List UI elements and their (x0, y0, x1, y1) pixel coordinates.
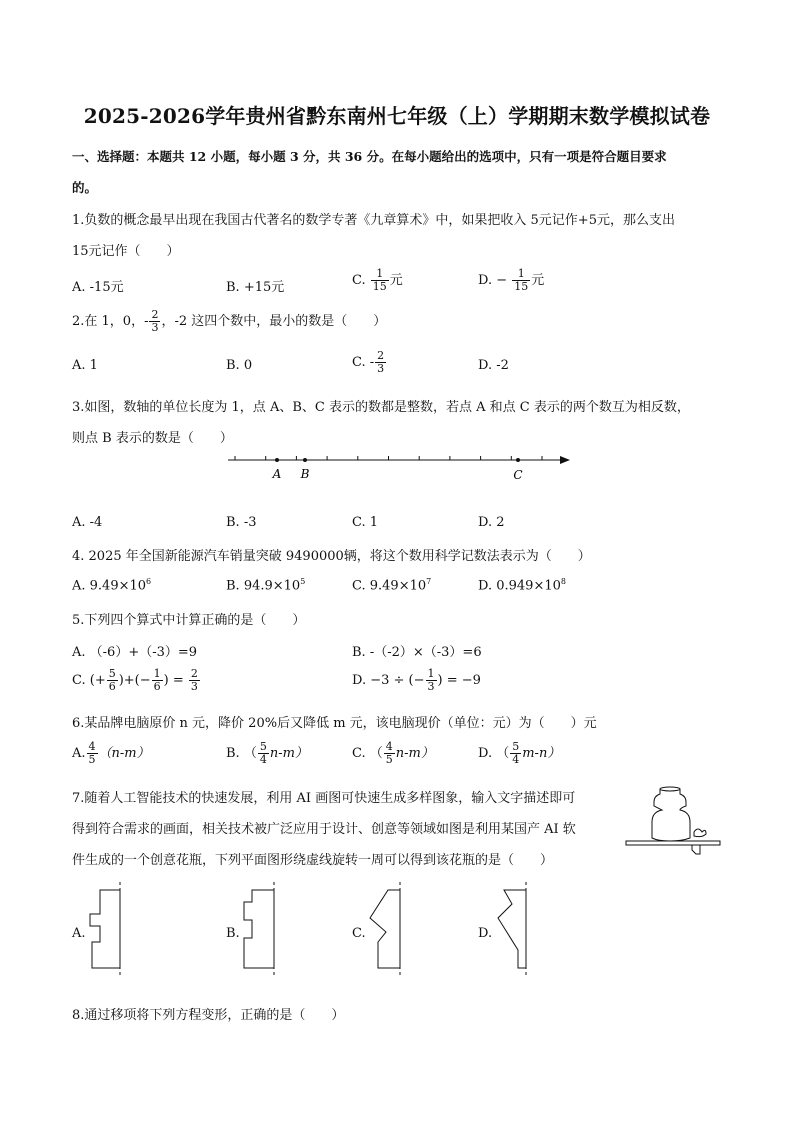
q1-option-d[interactable] (478, 268, 544, 293)
section-heading-cont: 的。 (72, 180, 98, 195)
numerator: 4 (88, 740, 96, 753)
question-8-text: 8.通过移项将下列方程变形，正确的是（ ） (72, 1008, 345, 1023)
denominator: 3 (151, 321, 159, 334)
question-1-text: 1.负数的概念最早出现在我国古代著名的数学专著《九章算术》中，如果把收入 5元记作+5元，那么支出 (72, 213, 675, 228)
q1-option-c-label: C. (352, 273, 366, 288)
question-7-text: 7.随着人工智能技术的快速发展，利用 AI 画图可快速生成多样图象，输入文字描述即可 (72, 791, 576, 806)
question-7-text-cont2: 件生成的一个创意花瓶，下列平面图形绕虚线旋转一周可以得到该花瓶的是（ ） (72, 853, 554, 868)
flower-decoration (694, 829, 706, 837)
fraction-3 (189, 668, 200, 693)
denominator: 15 (372, 280, 387, 293)
point-b-dot (303, 458, 307, 462)
fraction (87, 741, 98, 766)
q7-option-a-shape (84, 880, 128, 976)
q5-option-c-mid: )+(− (118, 673, 151, 688)
q7-option-a[interactable]: A. (72, 926, 86, 941)
denominator: 3 (377, 362, 385, 375)
numerator: 1 (427, 667, 435, 680)
question-4-text: 4. 2025 年全国新能源汽车销量突破 9490000辆，将这个数用科学记数法表示为（ ） (72, 549, 591, 564)
denominator: 4 (512, 753, 520, 766)
point-c-label: C (513, 468, 523, 482)
q3-option-d[interactable]: D. 2 (478, 515, 505, 530)
q3-option-b[interactable]: B. -3 (226, 515, 257, 530)
q2-option-c-fraction (375, 350, 386, 375)
q6-option-d[interactable] (478, 741, 560, 766)
q4-option-c[interactable] (352, 577, 431, 593)
unit: 元 (389, 273, 403, 288)
q4-option-d[interactable] (478, 577, 566, 593)
point-a-dot (275, 458, 279, 462)
q7-option-c-shape (364, 880, 408, 976)
unit: 元 (531, 273, 545, 288)
fraction (510, 741, 521, 766)
vase-top (660, 787, 680, 791)
numerator: 2 (151, 308, 159, 321)
page-title: 2025-2026学年贵州省黔东南州七年级（上）学期期末数学模拟试卷 (83, 104, 711, 128)
denominator: 3 (427, 680, 435, 693)
q3-option-c[interactable]: C. 1 (352, 515, 379, 530)
q5-option-b[interactable]: B. -（-2）×（-3）=6 (352, 645, 482, 660)
denominator: 6 (153, 680, 161, 693)
question-6-text: 6.某品牌电脑原价 n 元，降价 20%后又降低 m 元，该电脑现价（单位：元）为（ ）元 (72, 716, 597, 731)
q5-option-c-eq: ) = (163, 673, 184, 688)
question-2-text (72, 309, 386, 334)
q6-option-b-label: B. （ (226, 746, 257, 761)
q1-option-d-label: D. − (478, 273, 508, 288)
exponent: 8 (560, 577, 566, 586)
shelf (626, 841, 720, 845)
q6-option-a-label: A. (72, 746, 86, 761)
q7-option-b[interactable]: B. (226, 926, 240, 941)
numerator: 2 (190, 667, 198, 680)
q4-option-b[interactable] (226, 577, 305, 593)
denominator: 6 (108, 680, 116, 693)
q6-option-d-expr: m-n） (522, 746, 561, 761)
numerator: 5 (259, 740, 267, 753)
question-3-text-cont: 则点 B 表示的数是（ ） (72, 431, 233, 446)
exponent: 6 (146, 577, 152, 586)
q5-option-c[interactable] (72, 668, 201, 693)
question-1-text-cont: 15元记作（ ） (72, 244, 180, 259)
numerator: 5 (512, 740, 520, 753)
q2-text-pre: 2.在 1，0，- (72, 314, 149, 329)
q2-option-d[interactable]: D. -2 (478, 358, 509, 373)
number-line-arrow (560, 456, 570, 464)
denominator: 15 (514, 280, 529, 293)
question-3-text: 3.如图，数轴的单位长度为 1，点 A、B、C 表示的数都是整数，若点 A 和点 C 表示的两个数互为相反数， (72, 400, 690, 415)
q7-option-c[interactable]: C. (352, 926, 366, 941)
shelf-bracket (692, 845, 700, 854)
q4-option-d-base: D. 0.949×10 (478, 578, 561, 594)
q4-option-c-base: C. 9.49×10 (352, 578, 427, 594)
q4-option-a-base: A. 9.49×10 (72, 578, 147, 594)
q5-option-a[interactable]: A. （-6）+（-3）=9 (72, 645, 198, 660)
q2-fraction (149, 309, 160, 334)
q2-option-c[interactable] (352, 350, 387, 375)
q6-option-d-label: D. （ (478, 746, 510, 761)
q1-option-d-fraction (512, 268, 530, 293)
numerator: 1 (517, 267, 525, 280)
q2-option-b[interactable]: B. 0 (226, 358, 253, 373)
q4-option-a[interactable] (72, 577, 151, 593)
q5-option-d[interactable] (352, 668, 481, 693)
denominator: 4 (259, 753, 267, 766)
q2-option-c-label: C. - (352, 355, 375, 370)
q5-option-d-eq: ) = −9 (437, 673, 481, 688)
question-7-text-cont: 得到符合需求的画面，相关技术被广泛应用于设计、创意等领域如图是利用某国产 AI 软 (72, 822, 576, 837)
fraction (426, 668, 437, 693)
numerator: 2 (377, 349, 385, 362)
numerator: 1 (153, 667, 161, 680)
q1-option-c[interactable] (352, 268, 403, 293)
denominator: 3 (190, 680, 198, 693)
q4-option-b-base: B. 94.9×10 (226, 578, 301, 594)
q7-option-d[interactable]: D. (478, 926, 493, 941)
q2-option-a[interactable]: A. 1 (72, 358, 98, 373)
q1-option-a[interactable]: A. -15元 (72, 280, 124, 295)
fraction (258, 741, 269, 766)
vase-body (652, 789, 690, 841)
fraction-2 (152, 668, 163, 693)
q1-option-c-fraction (371, 268, 389, 293)
numerator: 5 (108, 667, 116, 680)
number-line-ticks (235, 456, 542, 460)
numerator: 1 (376, 267, 384, 280)
q6-option-c[interactable] (352, 741, 434, 766)
number-line-figure (220, 448, 580, 488)
q1-option-b[interactable]: B. +15元 (226, 280, 285, 295)
q6-option-b[interactable] (226, 741, 308, 766)
q6-option-a[interactable] (72, 741, 150, 766)
denominator: 5 (88, 753, 96, 766)
q6-option-c-expr: n-m） (395, 746, 434, 761)
point-b-label: B (300, 467, 310, 481)
question-5-text: 5.下列四个算式中计算正确的是（ ） (72, 613, 306, 628)
point-c-dot (516, 458, 520, 462)
numerator: 4 (385, 740, 393, 753)
fraction (384, 741, 395, 766)
q6-option-b-expr: n-m） (269, 746, 308, 761)
q2-text-post: ，-2 这四个数中，最小的数是（ ） (161, 314, 387, 329)
q7-option-b-shape (238, 880, 282, 976)
point-a-label: A (272, 467, 282, 481)
q3-option-a[interactable]: A. -4 (72, 515, 103, 530)
q5-option-d-label: D. −3 ÷ (− (352, 673, 425, 688)
fraction-1 (107, 668, 118, 693)
exponent: 7 (426, 577, 432, 586)
denominator: 5 (385, 753, 393, 766)
q5-option-c-label: C. (+ (72, 673, 106, 688)
exponent: 5 (300, 577, 306, 586)
section-heading: 一、选择题：本题共 12 小题，每小题 3 分，共 36 分。在每小题给出的选项中，只有一项是符合题目要求 (72, 149, 667, 164)
q7-option-d-shape (492, 880, 536, 976)
q6-option-c-label: C. （ (352, 746, 383, 761)
q6-option-a-expr: （n-m） (98, 746, 150, 761)
vase-illustration (622, 780, 726, 860)
